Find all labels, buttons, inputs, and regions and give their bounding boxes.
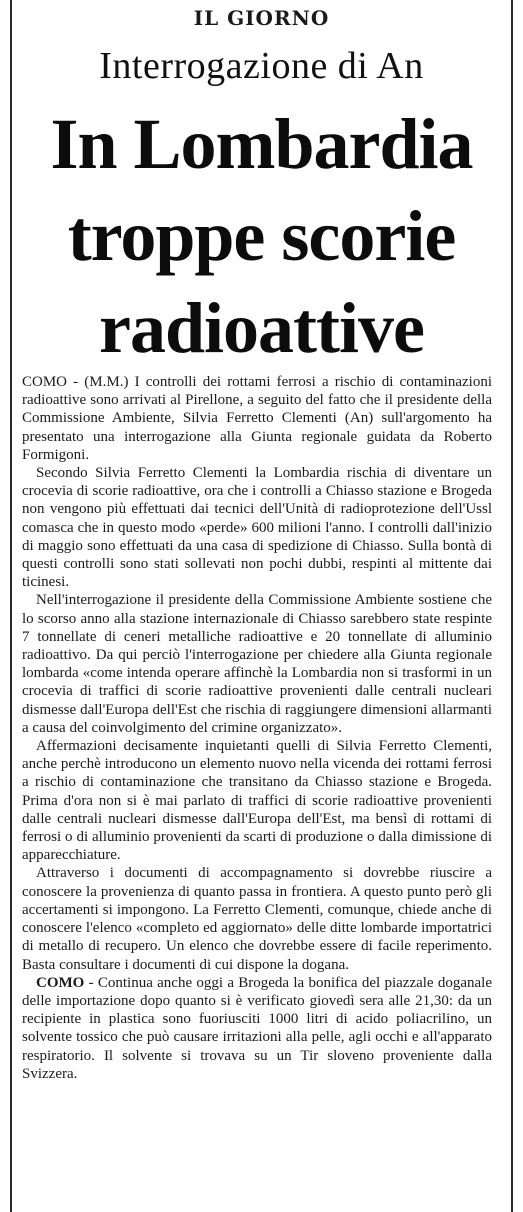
paragraph-3: Nell'interrogazione il presidente della Commissione Ambiente sostiene che lo scorso anno alla stazione internazionale di Chiasso sarebbero state respinte 7 tonnellate di ceneri metalliche radioattive e 20 tonnellate di alluminio radioattivo. Da qui perciò l'interrogazione per chiedere alla Giunta regionale lombarda «come intenda operare affinchè la Lombardia non si trasformi in un crocevia di traffici di scorie radioattive provenienti dalle centrali nucleari dismesse dall'Europa dell'Est che rischia di raggiungere dimensioni allarmanti a causa del coinvolgimento del crimine organizzato». (22, 592, 492, 736)
paragraph-1 (22, 373, 492, 464)
paragraph-2: Secondo Silvia Ferretto Clementi la Lombardia rischia di diventare un crocevia di scorie radioattive, ora che i controlli a Chiasso stazione e Brogeda non vengono più effettuati dai tecnici dell'Unità di radioprotezione dell'Ussl comasca che in questo modo «perde» 600 milioni l'anno. I controlli dall'inizio di maggio sono effettuati da una casa di spedizione di Chiasso. Sulla bontà di questi controlli sono stati sollevati non pochi dubbi, respinti al mittente dai ticinesi. (22, 465, 492, 591)
article-body (22, 373, 492, 1083)
headline (12, 98, 511, 374)
paragraph-6 (22, 974, 492, 1083)
headline-line-2: troppe scorie (67, 196, 456, 276)
dateline: COMO - (M.M.) (22, 374, 129, 390)
paragraph-6-text: - Continua anche oggi a Brogeda la bonifica del piazzale doganale delle importazione dopo quanto si è verificato giovedì sera alle 21,30: da un recipiente in plastica sono fuoriusciti 1000 litri di acido poliacrilino, un solvente tossico che può causare irritazioni alla pelle, agli occhi e all'apparato respiratorio. Il solvente si trovava su un Tir sloveno proveniente dalla Svizzera. (22, 974, 492, 1082)
paragraph-5: Attraverso i documenti di accompagnamento si dovrebbe riuscire a conoscere la provenienza di quanto passa in frontiera. A questo punto però gli accertamenti si impongono. La Ferretto Clementi, comunque, chiede anche di conoscere l'elenco «completo ed aggiornato» delle ditte lombarde importatrici di metallo di recupero. Un elenco che dovrebbe essere di facile reperimento. Basta consultare i documenti di cui dispone la dogana. (22, 865, 492, 973)
paragraph-6-lead: COMO (36, 974, 85, 991)
headline-line-1: In Lombardia (50, 104, 473, 184)
headline-line-3: radioattive (99, 288, 424, 368)
paragraph-4: Affermazioni decisamente inquietanti quelli di Silvia Ferretto Clementi, anche perchè introducono un elemento nuovo nella vicenda dei rottami ferrosi a rischio di contaminazione che transitano da Chiasso stazione e Brogeda. Prima d'ora non si è mai parlato di traffici di scorie radioattive provenienti dalle centrali nucleari dismesse dall'Europa dell'Est, ma bensì di rottami di ferrosi o di alluminio provenienti da scarti di produzione o dalla dimissione di apparecchiature. (22, 738, 492, 864)
kicker: Interrogazione di An (99, 45, 424, 87)
masthead: IL GIORNO (193, 6, 330, 30)
paragraph-1-text: I controlli dei rottami ferrosi a rischio di contaminazioni radioattive sono arrivati al Pirellone, a seguito del fatto che il presidente della Commissione Ambiente, Silvia Ferretto Clementi (An) sull'argomento ha presentato una interrogazione alla Giunta regionale guidata da Roberto Formigoni. (22, 374, 493, 463)
